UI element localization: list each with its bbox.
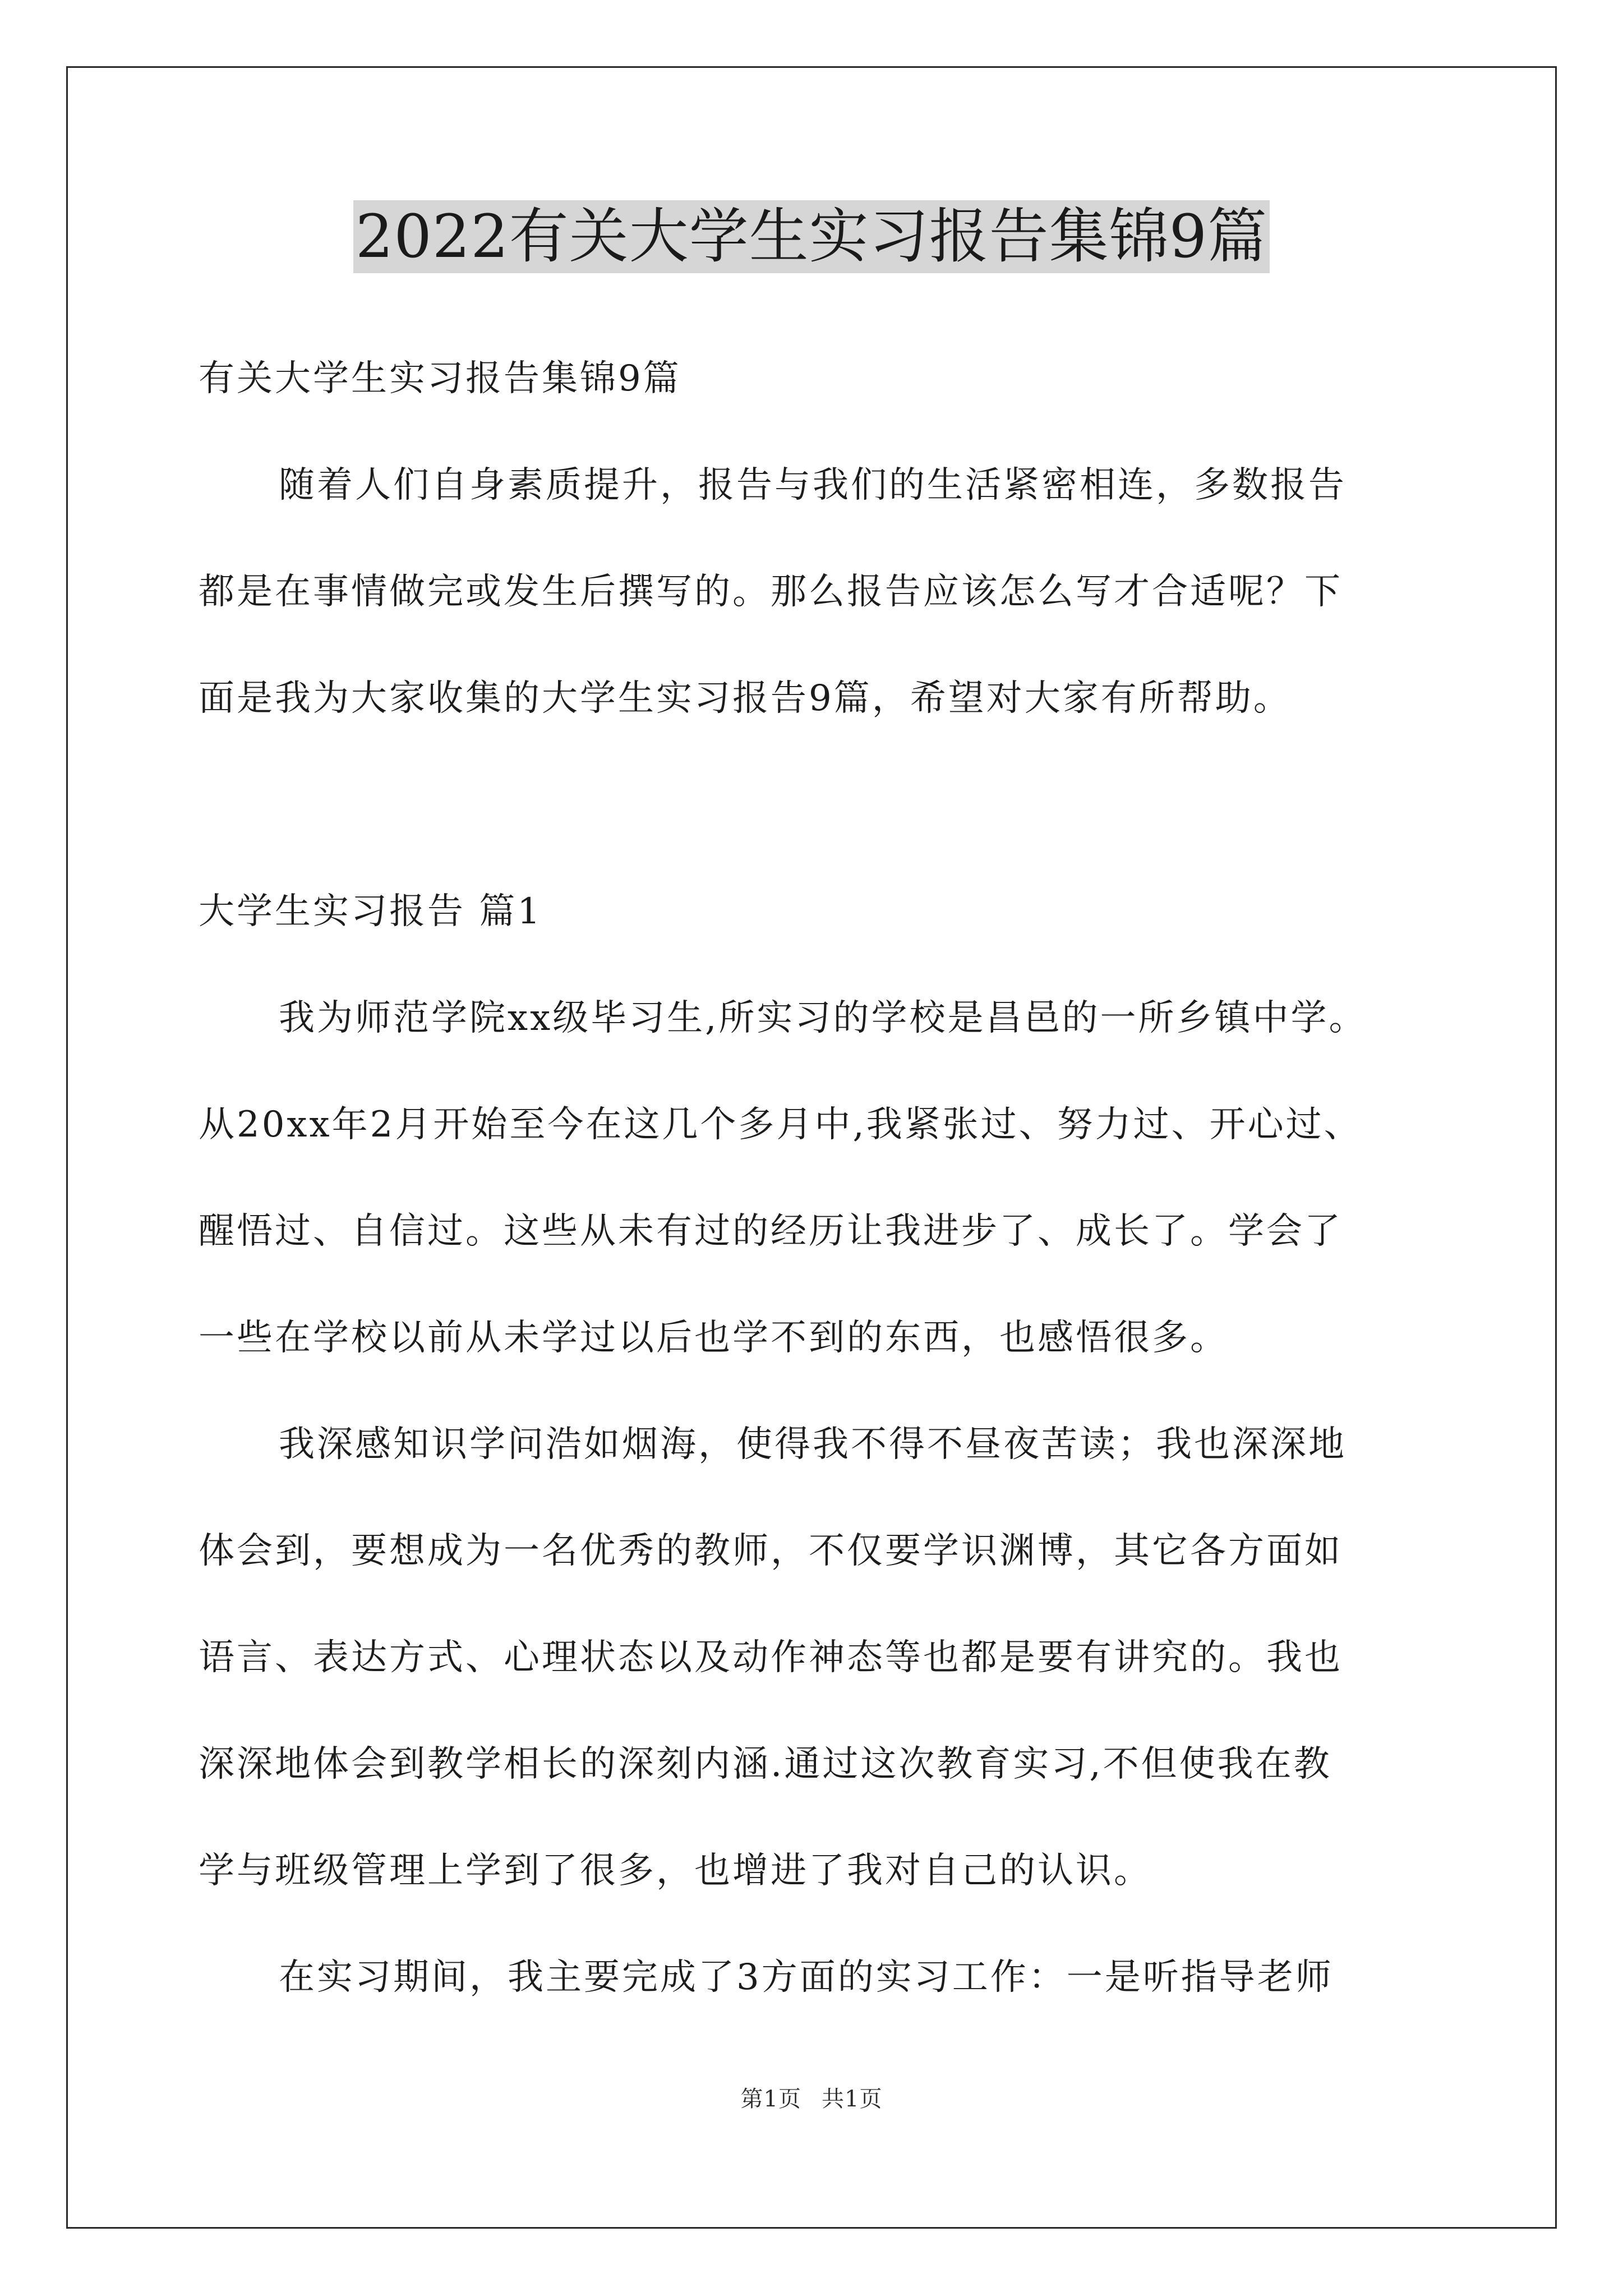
paragraph-line: 在实习期间，我主要完成了3方面的实习工作：一是听指导老师 xyxy=(279,1957,1334,1998)
title-container xyxy=(0,200,1623,273)
document-subtitle: 有关大学生实习报告集锦9篇 xyxy=(199,358,681,399)
intro-line: 随着人们自身素质提升，报告与我们的生活紧密相连，多数报告 xyxy=(279,464,1347,506)
paragraph-line: 我为师范学院xx级毕习生,所实习的学校是昌邑的一所乡镇中学。 xyxy=(279,997,1367,1039)
paragraph-line: 语言、表达方式、心理状态以及动作神态等也都是要有讲究的。我也 xyxy=(199,1637,1343,1678)
intro-line: 都是在事情做完或发生后撰写的。那么报告应该怎么写才合适呢？下 xyxy=(199,571,1343,613)
paragraph-line: 我深感知识学问浩如烟海，使得我不得不昼夜苦读；我也深深地 xyxy=(279,1424,1347,1465)
document-title: 2022有关大学生实习报告集锦9篇 xyxy=(353,200,1270,273)
page-total: 共1页 xyxy=(822,2086,883,2112)
page-footer xyxy=(0,2081,1623,2113)
paragraph-line: 从20xx年2月开始至今在这几个多月中,我紧张过、努力过、开心过、 xyxy=(199,1104,1362,1145)
paragraph-line: 体会到，要想成为一名优秀的教师，不仅要学识渊博，其它各方面如 xyxy=(199,1530,1343,1572)
paragraph-line: 学与班级管理上学到了很多，也增进了我对自己的认识。 xyxy=(199,1850,1152,1892)
paragraph-line: 醒悟过、自信过。这些从未有过的经历让我进步了、成长了。学会了 xyxy=(199,1211,1343,1252)
intro-line: 面是我为大家收集的大学生实习报告9篇，希望对大家有所帮助。 xyxy=(199,678,1292,719)
page-number: 第1页 xyxy=(740,2086,801,2112)
paragraph-line: 深深地体会到教学相长的深刻内涵.通过这次教育实习,不但使我在教 xyxy=(199,1743,1332,1785)
section-heading: 大学生实习报告 篇1 xyxy=(199,891,543,932)
paragraph-line: 一些在学校以前从未学过以后也学不到的东西，也感悟很多。 xyxy=(199,1317,1228,1359)
